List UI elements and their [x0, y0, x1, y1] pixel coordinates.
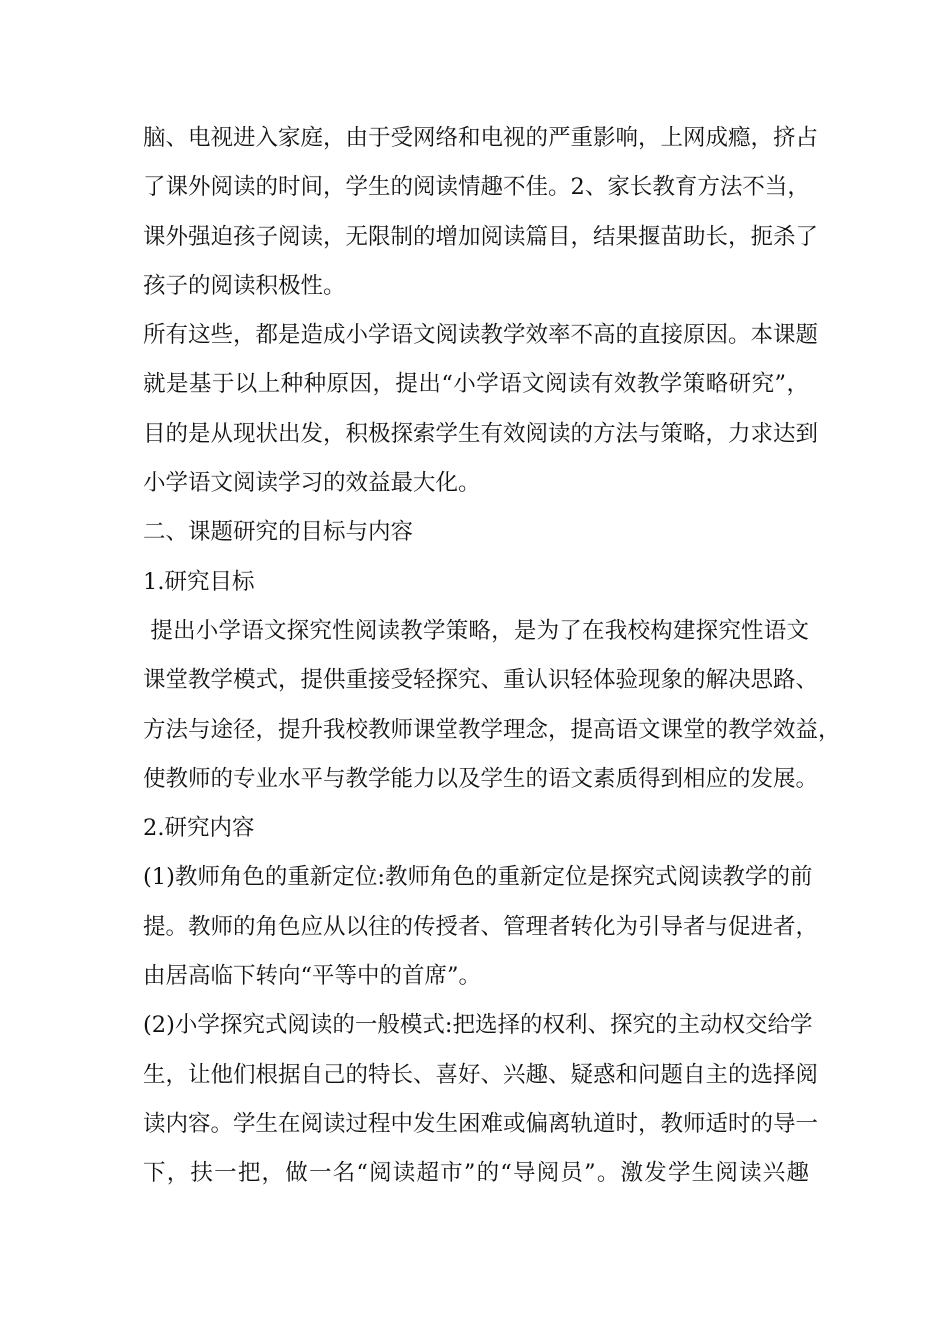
text-line: 了课外阅读的时间，学生的阅读情趣不佳。2、家长教育方法不当，	[143, 174, 810, 201]
text-line: 所有这些，都是造成小学语文阅读教学效率不高的直接原因。本课题	[143, 322, 819, 349]
text-line: 生，让他们根据自己的特长、喜好、兴趣、疑惑和问题自主的选择阅	[143, 1061, 819, 1088]
text-line: 下，扶一把，做一名“阅读超市”的“导阅员”。激发学生阅读兴趣	[143, 1160, 809, 1187]
text-line: 孩子的阅读积极性。	[143, 272, 346, 299]
text-line: (2)小学探究式阅读的一般模式:把选择的权利、探究的主动权交给学	[143, 1012, 813, 1039]
text-line: 读内容。学生在阅读过程中发生困难或偏离轨道时，教师适时的导一	[143, 1110, 819, 1137]
text-line: (1)教师角色的重新定位:教师角色的重新定位是探究式阅读教学的前	[143, 864, 813, 891]
text-line: 脑、电视进入家庭，由于受网络和电视的严重影响，上网成瘾，挤占	[143, 125, 819, 151]
section-heading: 二、课题研究的目标与内容	[143, 519, 414, 546]
document-body	[143, 114, 841, 1199]
text-line: 课外强迫孩子阅读，无限制的增加阅读篇目，结果揠苗助长，扼杀了	[143, 223, 819, 250]
text-line: 提。教师的角色应从以往的传授者、管理者转化为引导者与促进者，	[143, 913, 819, 940]
text-line: 由居高临下转向“平等中的首席”。	[143, 963, 482, 990]
text-line: 课堂教学模式，提供重接受轻探究、重认识轻体验现象的解决思路、	[143, 667, 819, 694]
text-line: 目的是从现状出发，积极探索学生有效阅读的方法与策略，力求达到	[143, 420, 819, 447]
text-line: 小学语文阅读学习的效益最大化。	[143, 470, 481, 497]
subsection-heading: 1.研究目标	[143, 568, 255, 595]
text-line: 提出小学语文探究性阅读教学策略，是为了在我校构建探究性语文	[143, 617, 809, 644]
subsection-heading: 2.研究内容	[143, 815, 255, 842]
text-line: 使教师的专业水平与教学能力以及学生的语文素质得到相应的发展。	[143, 765, 819, 792]
text-line: 方法与途径，提升我校教师课堂教学理念，提高语文课堂的教学效益，	[143, 716, 841, 743]
text-line: 就是基于以上种种原因，提出“小学语文阅读有效教学策略研究”，	[143, 371, 809, 398]
